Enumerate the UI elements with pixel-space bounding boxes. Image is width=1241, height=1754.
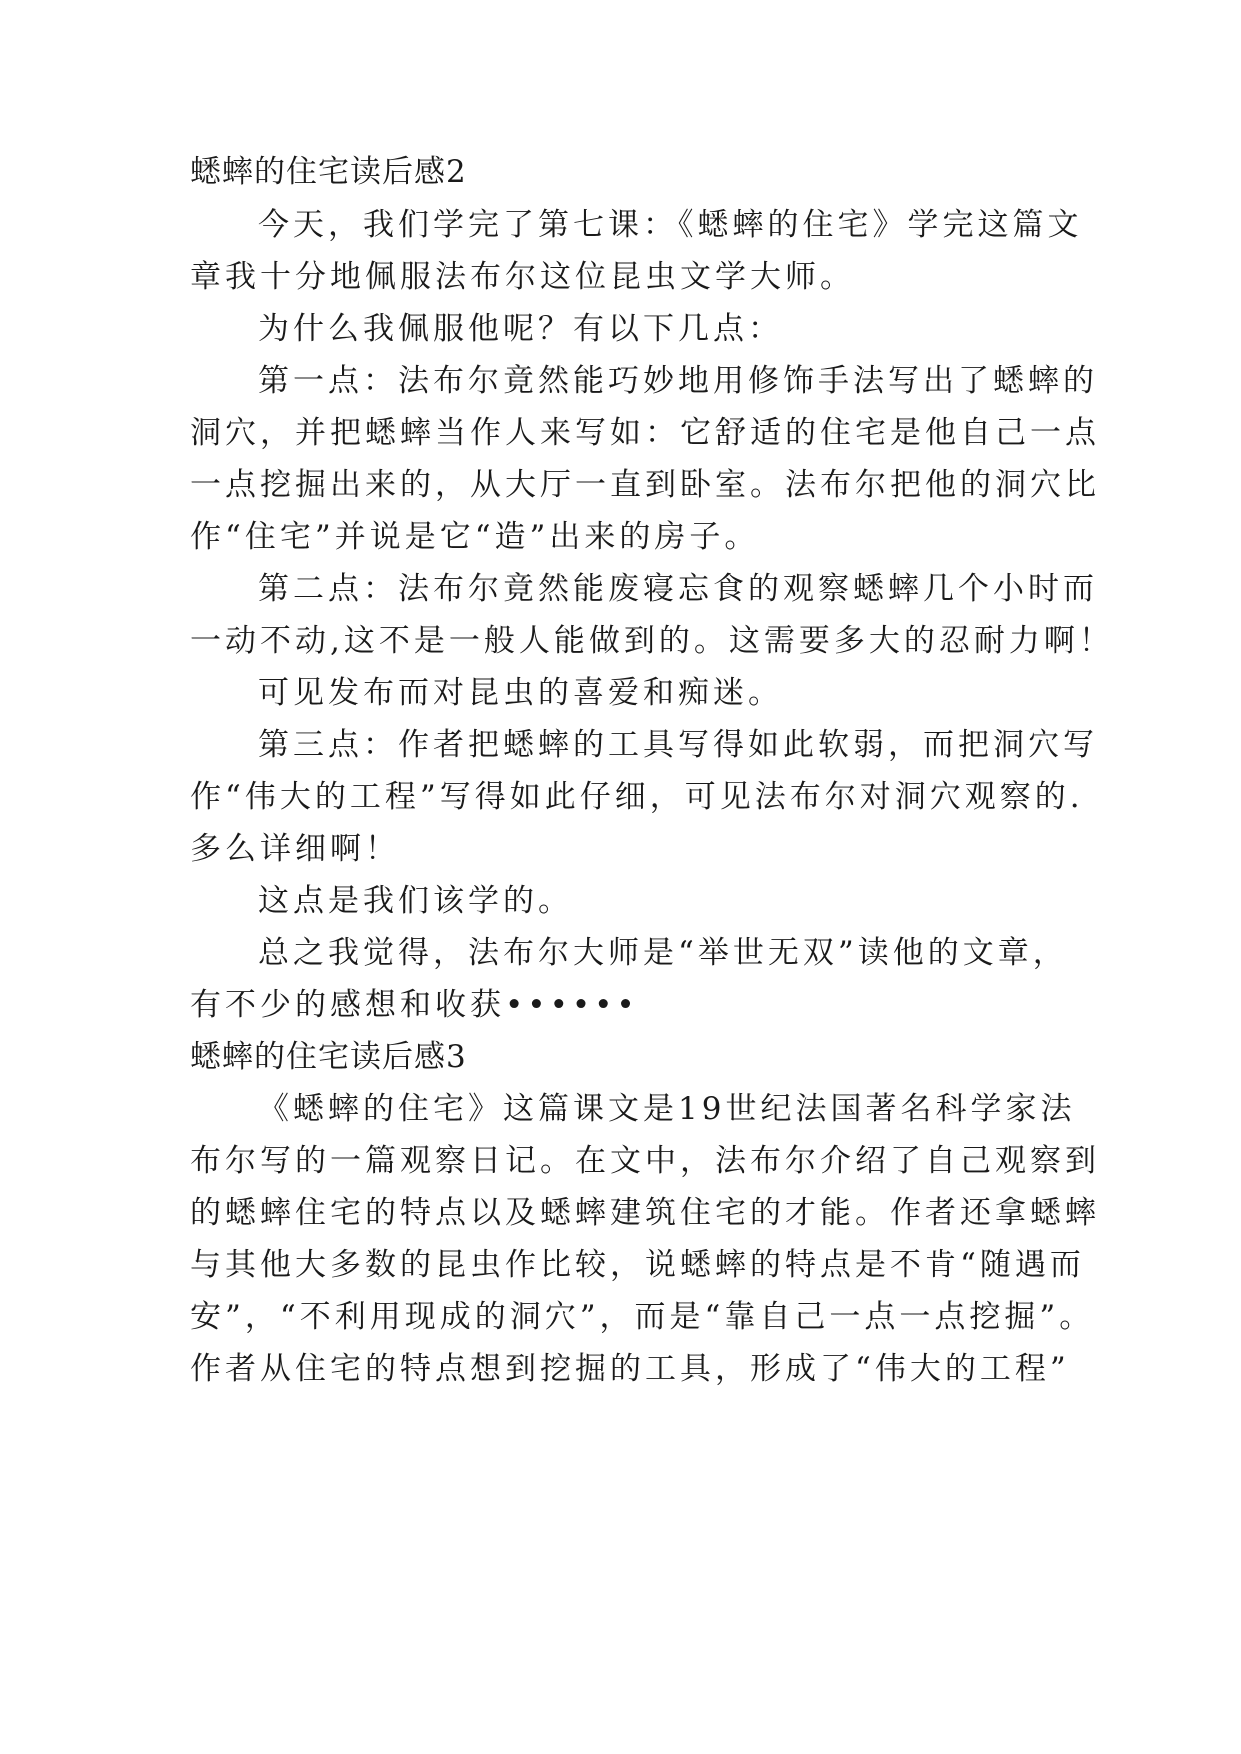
- paragraph-line: 章我十分地佩服法布尔这位昆虫文学大师。: [190, 259, 855, 295]
- paragraph-line: 一动不动,这不是一般人能做到的。这需要多大的忍耐力啊！: [190, 623, 1114, 659]
- paragraph-line: 第二点：法布尔竟然能废寝忘食的观察蟋蟀几个小时而: [258, 571, 1098, 607]
- section-heading-3: 蟋蟀的住宅读后感3: [190, 1039, 467, 1075]
- paragraph-line: 今天，我们学完了第七课：《蟋蟀的住宅》学完这篇文: [258, 207, 1083, 243]
- paragraph-line: 作者从住宅的特点想到挖掘的工具，形成了“伟大的工程”: [190, 1351, 1070, 1387]
- paragraph-line: 一点挖掘出来的，从大厅一直到卧室。法布尔把他的洞穴比: [190, 467, 1100, 503]
- paragraph-line: 这点是我们该学的。: [258, 883, 573, 919]
- paragraph-line: 为什么我佩服他呢？有以下几点：: [258, 311, 783, 347]
- paragraph-line: 《蟋蟀的住宅》这篇课文是19世纪法国著名科学家法: [258, 1091, 1076, 1127]
- paragraph-line: 有不少的感想和收获••••••: [190, 987, 639, 1023]
- paragraph-line: 洞穴，并把蟋蟀当作人来写如：它舒适的住宅是他自己一点: [190, 415, 1100, 451]
- paragraph-line: 作“伟大的工程”写得如此仔细，可见法布尔对洞穴观察的.: [190, 779, 1084, 815]
- paragraph-line: 与其他大多数的昆虫作比较，说蟋蟀的特点是不肯“随遇而: [190, 1247, 1085, 1283]
- paragraph-line: 多么详细啊！: [190, 831, 400, 867]
- paragraph-line: 总之我觉得，法布尔大师是“举世无双”读他的文章，: [258, 935, 1068, 971]
- paragraph-line: 的蟋蟀住宅的特点以及蟋蟀建筑住宅的才能。作者还拿蟋蟀: [190, 1195, 1100, 1231]
- paragraph-line: 布尔写的一篇观察日记。在文中，法布尔介绍了自己观察到: [190, 1143, 1100, 1179]
- paragraph-line: 安”，“不利用现成的洞穴”，而是“靠自己一点一点挖掘”。: [190, 1299, 1095, 1335]
- paragraph-line: 第一点：法布尔竟然能巧妙地用修饰手法写出了蟋蟀的: [258, 363, 1098, 399]
- paragraph-line: 第三点：作者把蟋蟀的工具写得如此软弱，而把洞穴写: [258, 727, 1098, 763]
- paragraph-line: 可见发布而对昆虫的喜爱和痴迷。: [258, 675, 783, 711]
- section-heading-2: 蟋蟀的住宅读后感2: [190, 154, 467, 190]
- paragraph-line: 作“住宅”并说是它“造”出来的房子。: [190, 519, 760, 555]
